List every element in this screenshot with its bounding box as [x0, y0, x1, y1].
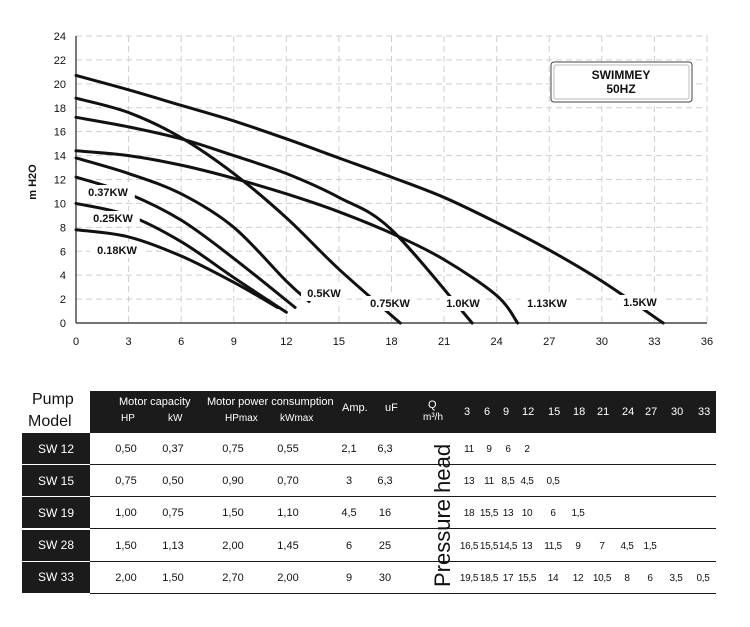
chart-title-line: 50HZ [606, 82, 636, 96]
x-tick-label: 27 [543, 336, 556, 348]
y-tick-label: 16 [53, 126, 66, 139]
flow-header-33: 33 [698, 406, 711, 418]
pressure-head-cell: 9 [486, 444, 492, 455]
model-cell: SW 12 [22, 433, 90, 464]
y-tick-label: 24 [53, 31, 66, 43]
cell-hp: 2,00 [115, 571, 137, 584]
header-uf: uF [385, 402, 398, 414]
cell-amp: 3 [345, 475, 353, 488]
flow-header-27: 27 [645, 406, 658, 418]
x-tick-label: 24 [490, 336, 503, 348]
cell-hpmax: 1,50 [222, 507, 244, 520]
cell-uf: 30 [378, 571, 392, 584]
header-amp: Amp. [342, 402, 368, 414]
y-tick-label: 18 [53, 102, 66, 115]
model-cell: SW 19 [22, 497, 90, 528]
cell-kwmax: 1,45 [277, 539, 299, 552]
cell-amp: 2,1 [341, 443, 357, 455]
pressure-head-cell: 18,5 [479, 572, 499, 584]
cell-hp: 1,00 [115, 507, 137, 520]
cell-hpmax: 2,70 [222, 571, 244, 584]
cell-hp: 0,75 [115, 475, 137, 488]
pressure-head-cell: 11,5 [544, 540, 562, 552]
pressure-head-cell: 17 [502, 572, 514, 584]
row-divider [90, 464, 716, 465]
pressure-head-cell: 19,5 [459, 572, 479, 584]
cell-uf: 25 [378, 539, 392, 552]
pressure-head-cell: 2 [524, 444, 530, 455]
x-tick-label: 9 [230, 336, 237, 348]
cell-amp: 6 [345, 539, 353, 552]
row-divider [90, 528, 716, 529]
pressure-head-cell: 0,5 [546, 476, 560, 488]
pressure-head-cell: 8,5 [501, 476, 515, 488]
x-tick-label: 0 [72, 336, 80, 348]
pressure-head-cell: 15,5 [517, 572, 537, 584]
pressure-head-cell: 11 [464, 444, 474, 455]
pressure-head-label: Pressure head [430, 443, 455, 587]
header-pump: Pump [32, 391, 74, 408]
pressure-head-cell: 10 [521, 508, 533, 520]
curve-label-0.75KW: 0.75KW [370, 298, 410, 310]
x-tick-label: 3 [125, 336, 132, 348]
cell-uf: 16 [378, 507, 392, 520]
pressure-head-cell: 16,5 [459, 540, 479, 552]
x-tick-label: 12 [280, 336, 293, 348]
pressure-head-cell: 10,5 [592, 572, 612, 584]
cell-kwmax: 1,10 [277, 507, 299, 520]
curve-label-1.0KW: 1.0KW [446, 298, 480, 310]
header-hpmax: HPmax [225, 413, 258, 424]
model-cell: SW 15 [22, 465, 90, 496]
y-tick-label: 20 [53, 78, 66, 91]
flow-header-30: 30 [671, 406, 684, 418]
model-cell: SW 28 [22, 530, 90, 561]
pressure-head-cell: 15,5 [479, 508, 499, 520]
y-tick-label: 8 [59, 222, 66, 235]
pressure-head-cell: 8 [624, 572, 630, 584]
y-tick-label: 6 [59, 246, 66, 259]
curve-label-0.37KW: 0.37KW [88, 187, 128, 199]
pressure-head-cell: 4,5 [520, 476, 534, 488]
pressure-head-cell: 4,5 [620, 540, 634, 552]
flow-header-6: 6 [484, 406, 491, 418]
x-tick-label: 36 [700, 336, 714, 348]
y-tick-label: 4 [59, 270, 66, 283]
cell-amp: 9 [345, 571, 353, 584]
pressure-head-cell: 6 [550, 508, 556, 520]
cell-uf: 6,3 [377, 443, 393, 455]
cell-uf: 6,3 [377, 475, 393, 488]
pressure-head-cell: 6 [647, 572, 653, 584]
cell-hp: 0,50 [115, 443, 137, 455]
cell-hp: 1,50 [115, 539, 137, 552]
cell-hpmax: 0,90 [222, 475, 244, 488]
cell-hpmax: 2,00 [222, 539, 244, 552]
header-kw: kW [168, 413, 183, 424]
header-q: Q [428, 399, 437, 411]
pressure-head-cell: 0,5 [696, 572, 710, 584]
x-tick-label: 33 [648, 336, 661, 348]
flow-header-18: 18 [573, 406, 586, 418]
curve-label-1.13KW: 1.13KW [527, 298, 567, 310]
chart-title-line: SWIMMEY [591, 68, 651, 82]
flow-header-3: 3 [464, 406, 471, 418]
pressure-head-cell: 7 [599, 540, 605, 552]
pressure-head-cell: 15,5 [479, 540, 499, 552]
pressure-head-cell: 13 [502, 508, 514, 520]
row-divider [90, 496, 716, 497]
cell-amp: 4,5 [341, 507, 357, 520]
y-tick-label: 14 [53, 150, 66, 163]
cell-kw: 1,50 [162, 571, 184, 584]
pressure-head-cell: 1,5 [571, 508, 585, 520]
pressure-head-cell: 9 [575, 540, 581, 552]
curve-label-0.18KW: 0.18KW [97, 245, 137, 257]
pressure-head-cell: 11 [484, 476, 494, 488]
cell-kwmax: 0,70 [277, 475, 299, 488]
pressure-head-cell: 14 [547, 572, 559, 584]
x-tick-label: 18 [385, 336, 398, 348]
row-divider [90, 561, 716, 562]
y-tick-label: 12 [53, 174, 66, 187]
curve-label-0.25KW: 0.25KW [93, 213, 133, 225]
y-axis-label: m H2O [27, 164, 39, 200]
x-tick-label: 30 [595, 336, 608, 348]
pressure-head-cell: 1,5 [643, 540, 657, 552]
pressure-head-cell: 3,5 [669, 572, 683, 584]
header-model: Model [28, 413, 72, 430]
pressure-head-cell: 13 [463, 476, 475, 488]
flow-header-24: 24 [622, 406, 635, 418]
x-tick-label: 15 [332, 336, 346, 348]
cell-kw: 0,75 [162, 507, 184, 520]
y-tick-label: 10 [53, 198, 66, 211]
model-cell: SW 33 [22, 562, 90, 593]
header-motor-power: Motor power consumption [207, 396, 334, 408]
flow-header-15: 15 [548, 406, 561, 418]
row-divider [90, 593, 716, 594]
pump-spec-table [22, 391, 716, 595]
pressure-head-cell: 14,5 [498, 540, 518, 552]
cell-kw: 0,37 [162, 443, 184, 455]
y-tick-label: 0 [59, 318, 66, 330]
cell-kw: 1,13 [162, 539, 184, 552]
header-q-unit: m³/h [423, 412, 443, 423]
pressure-head-cell: 18 [463, 508, 475, 520]
flow-header-21: 21 [597, 406, 610, 418]
cell-kwmax: 2,00 [277, 571, 299, 584]
y-tick-label: 2 [59, 294, 66, 307]
y-tick-label: 22 [53, 54, 66, 67]
pressure-head-cell: 12 [572, 572, 584, 584]
curve-label-0.5KW: 0.5KW [307, 288, 341, 300]
header-hp: HP [121, 413, 135, 424]
pressure-head-cell: 6 [505, 444, 511, 455]
flow-header-9: 9 [503, 406, 510, 418]
cell-kwmax: 0,55 [277, 443, 299, 455]
curve-label-1.5KW: 1.5KW [623, 297, 657, 309]
header-motor-capacity: Motor capacity [119, 396, 191, 408]
cell-kw: 0,50 [162, 475, 184, 488]
pressure-head-cell: 13 [521, 540, 533, 552]
x-tick-label: 21 [437, 336, 451, 348]
flow-header-12: 12 [522, 406, 535, 418]
table-header [22, 391, 716, 433]
x-tick-label: 6 [178, 336, 185, 348]
cell-hpmax: 0,75 [222, 443, 244, 455]
header-kwmax: kWmax [280, 413, 314, 424]
series-line-1.5KW [76, 75, 663, 323]
